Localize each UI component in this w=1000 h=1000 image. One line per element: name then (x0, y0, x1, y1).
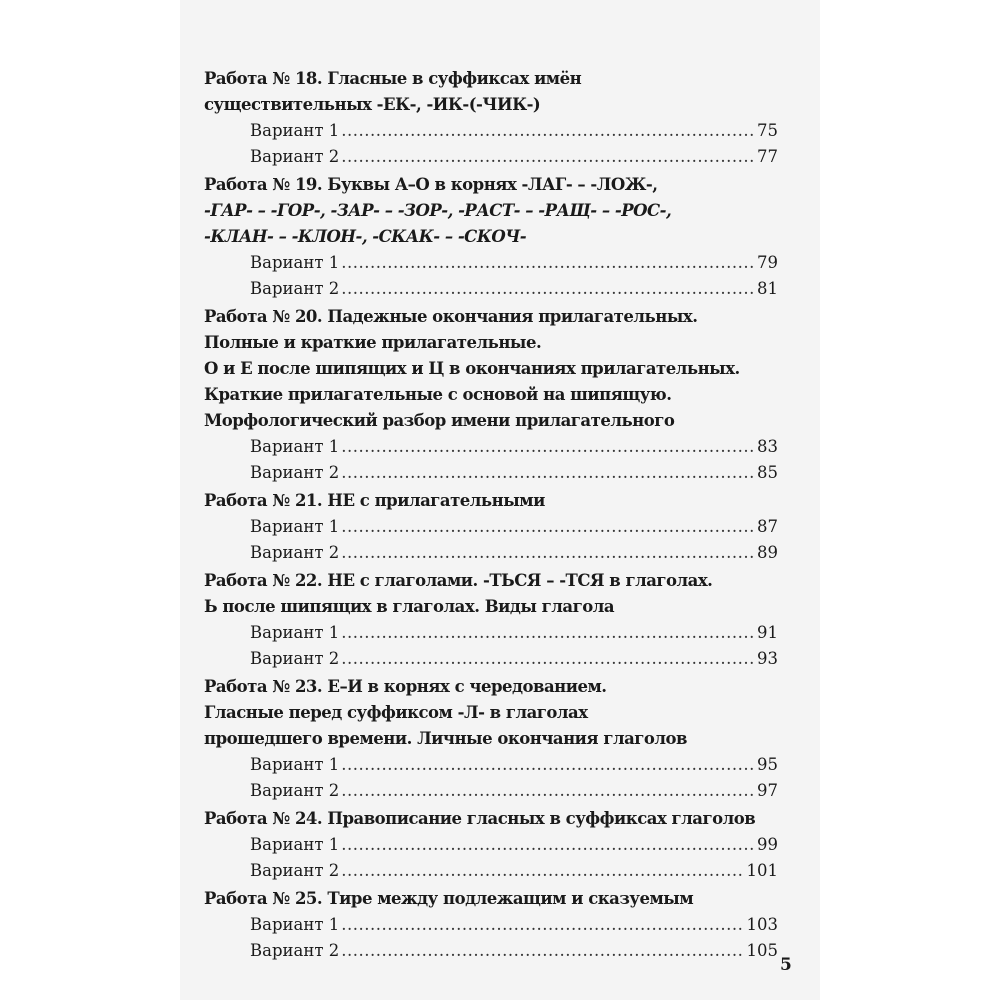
toc-section-20 (204, 304, 778, 486)
variant-label: Вариант 2 (250, 543, 340, 562)
dot-leader (341, 778, 755, 804)
toc-entry[interactable] (204, 118, 778, 144)
section-heading-line: Работа № 20. Падежные окончания прилагательных. (204, 307, 698, 326)
page-ref: 89 (757, 543, 778, 562)
toc-entry[interactable] (204, 620, 778, 646)
toc-section-19 (204, 172, 778, 302)
dot-leader (341, 460, 755, 486)
dot-leader (341, 832, 755, 858)
toc-entry[interactable] (204, 832, 778, 858)
toc-section-22 (204, 568, 778, 672)
variant-label: Вариант 1 (250, 253, 340, 272)
page-ref: 99 (757, 835, 778, 854)
page-ref: 81 (757, 279, 778, 298)
section-heading-line: Ь после шипящих в глаголах. Виды глагола (204, 597, 615, 616)
toc-entry[interactable] (204, 276, 778, 302)
dot-leader (341, 938, 744, 964)
dot-leader (341, 144, 755, 170)
page-ref: 103 (746, 915, 778, 934)
section-heading-line: О и Е после шипящих и Ц в окончаниях прилагательных. (204, 359, 740, 378)
variant-label: Вариант 2 (250, 781, 340, 800)
page-ref: 101 (746, 861, 778, 880)
dot-leader (341, 620, 755, 646)
dot-leader (341, 752, 755, 778)
page-number: 5 (780, 955, 792, 975)
table-of-contents (204, 66, 778, 966)
page-ref: 105 (746, 941, 778, 960)
section-heading-line: Работа № 25. Тире между подлежащим и сказуемым (204, 889, 694, 908)
section-heading-line: Работа № 22. НЕ с глаголами. -ТЬСЯ – -ТСЯ в глаголах. (204, 571, 713, 590)
section-heading-line: Работа № 24. Правописание гласных в суффиксах глаголов (204, 809, 756, 828)
section-heading-line: Работа № 19. Буквы А–О в корнях -ЛАГ- – -ЛОЖ-, (204, 175, 658, 194)
page-ref: 83 (757, 437, 778, 456)
page-ref: 91 (757, 623, 778, 642)
dot-leader (341, 118, 755, 144)
page-ref: 77 (757, 147, 778, 166)
variant-label: Вариант 2 (250, 941, 340, 960)
variant-label: Вариант 1 (250, 623, 340, 642)
dot-leader (341, 276, 755, 302)
variant-label: Вариант 1 (250, 517, 340, 536)
section-heading-line: существительных -ЕК-, -ИК-(-ЧИК-) (204, 95, 541, 114)
dot-leader (341, 514, 755, 540)
page-ref: 97 (757, 781, 778, 800)
dot-leader (341, 250, 755, 276)
variant-label: Вариант 1 (250, 835, 340, 854)
page-ref: 85 (757, 463, 778, 482)
dot-leader (341, 540, 755, 566)
toc-entry[interactable] (204, 540, 778, 566)
toc-section-25 (204, 886, 778, 964)
dot-leader (341, 646, 755, 672)
section-heading-line: Работа № 21. НЕ с прилагательными (204, 491, 545, 510)
page-ref: 75 (757, 121, 778, 140)
book-page (180, 0, 820, 1000)
toc-entry[interactable] (204, 514, 778, 540)
toc-entry[interactable] (204, 434, 778, 460)
variant-label: Вариант 1 (250, 915, 340, 934)
toc-entry[interactable] (204, 646, 778, 672)
variant-label: Вариант 2 (250, 279, 340, 298)
toc-entry[interactable] (204, 912, 778, 938)
section-heading-line: Гласные перед суффиксом -Л- в глаголах (204, 703, 588, 722)
page-ref: 79 (757, 253, 778, 272)
variant-label: Вариант 2 (250, 463, 340, 482)
toc-entry[interactable] (204, 938, 778, 964)
variant-label: Вариант 1 (250, 121, 340, 140)
variant-label: Вариант 2 (250, 649, 340, 668)
section-heading-line: -КЛАН- – -КЛОН-, -СКАК- – -СКОЧ- (204, 227, 527, 246)
toc-entry[interactable] (204, 250, 778, 276)
dot-leader (341, 912, 744, 938)
dot-leader (341, 434, 755, 460)
section-heading-line: -ГАР- – -ГОР-, -ЗАР- – -ЗОР-, -РАСТ- – -РАЩ- – -РОС-, (204, 201, 672, 220)
toc-entry[interactable] (204, 144, 778, 170)
section-heading-line: Морфологический разбор имени прилагательного (204, 411, 675, 430)
section-heading-line: Работа № 23. Е–И в корнях с чередованием. (204, 677, 607, 696)
section-heading-line: Краткие прилагательные с основой на шипящую. (204, 385, 672, 404)
section-heading-line: Полные и краткие прилагательные. (204, 333, 542, 352)
variant-label: Вариант 2 (250, 147, 340, 166)
dot-leader (341, 858, 744, 884)
variant-label: Вариант 1 (250, 755, 340, 774)
toc-entry[interactable] (204, 460, 778, 486)
toc-section-21 (204, 488, 778, 566)
toc-entry[interactable] (204, 778, 778, 804)
section-heading-line: прошедшего времени. Личные окончания глаголов (204, 729, 688, 748)
toc-section-23 (204, 674, 778, 804)
page-ref: 93 (757, 649, 778, 668)
page-ref: 95 (757, 755, 778, 774)
toc-entry[interactable] (204, 858, 778, 884)
toc-entry[interactable] (204, 752, 778, 778)
variant-label: Вариант 1 (250, 437, 340, 456)
variant-label: Вариант 2 (250, 861, 340, 880)
page-ref: 87 (757, 517, 778, 536)
toc-section-18 (204, 66, 778, 170)
toc-section-24 (204, 806, 778, 884)
section-heading-line: Работа № 18. Гласные в суффиксах имён (204, 69, 582, 88)
